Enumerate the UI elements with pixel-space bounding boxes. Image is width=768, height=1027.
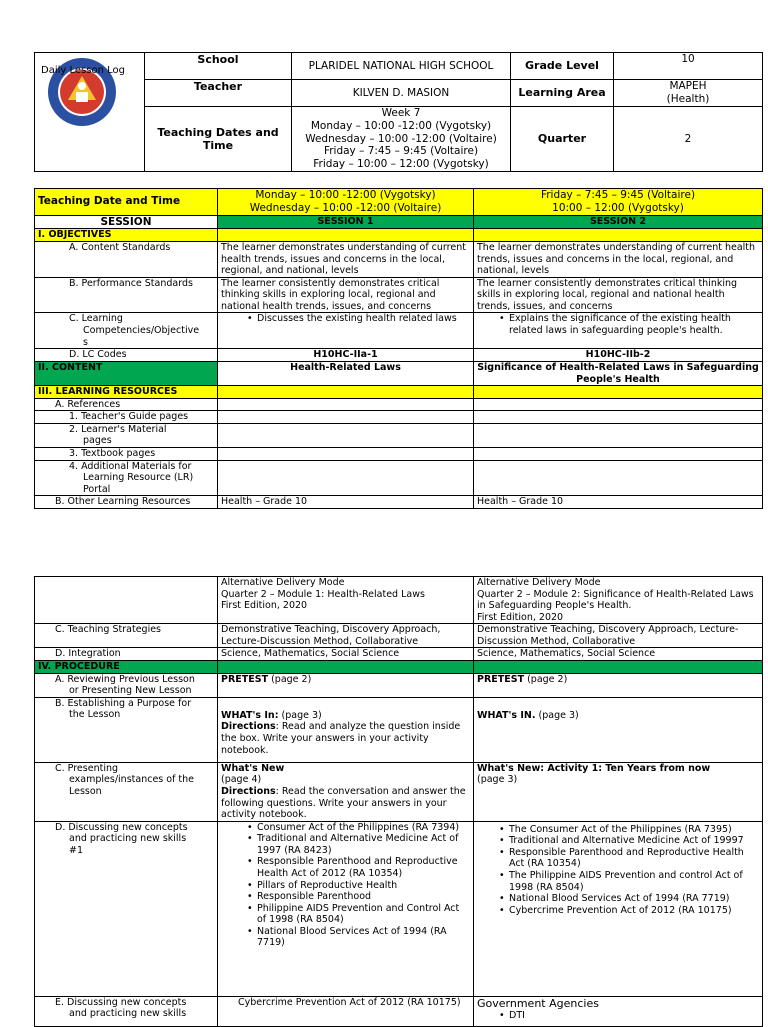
learning-area-label: Learning Area: [511, 80, 614, 107]
content-standards-s2: The learner demonstrates understanding of current health trends, issues and concerns in the local, regional, and national, levels: [474, 241, 763, 277]
learning-resources-heading: III. LEARNING RESOURCES: [35, 386, 218, 399]
session2-header: SESSION 2: [474, 215, 763, 229]
reviewing-lesson-s1: PRETEST (page 2): [218, 673, 474, 697]
content-standards-label: A. Content Standards: [35, 241, 218, 277]
integration-s1: Science, Mathematics, Social Science: [218, 648, 474, 661]
adm-s2: Alternative Delivery Mode Quarter 2 – Module 2: Significance of Health-Related Laws in Safeguarding People's Health. First Edition, 2020: [474, 577, 763, 624]
law-item: • Cybercrime Prevention Act of 2012 (RA 10175): [509, 905, 759, 917]
adm-s1: Alternative Delivery Mode Quarter 2 – Module 1: Health-Related Laws First Edition, 2020: [218, 577, 474, 624]
establishing-purpose-s2: WHAT's IN. (page 3): [474, 697, 763, 762]
teaching-dates-label: Teaching Dates and Time: [145, 107, 292, 172]
teachers-guide-label: 1. Teacher's Guide pages: [35, 411, 218, 424]
integration-s2: Science, Mathematics, Social Science: [474, 648, 763, 661]
law-item: • Consumer Act of the Philippines (RA 7394): [257, 822, 470, 834]
teaching-strategies-s2: Demonstrative Teaching, Discovery Approach, Lecture-Discussion Method, Collaborative: [474, 624, 763, 648]
discussing-concepts-1-s2: [474, 821, 763, 996]
reviewing-lesson-s2: PRETEST (page 2): [474, 673, 763, 697]
learning-competencies-s1: • Discusses the existing health related laws: [218, 313, 474, 349]
law-item: • Responsible Parenthood and Reproductive Health Act of 2012 (RA 10354): [257, 856, 470, 879]
dll-label: Daily Lesson Log: [41, 65, 125, 76]
performance-standards-s1: The learner consistently demonstrates critical thinking skills in exploring local, regional and national health trends, issues, and concerns: [218, 277, 474, 313]
law-item: • Responsible Parenthood: [257, 891, 470, 903]
content-s2: Significance of Health-Related Laws in Safeguarding People's Health: [474, 362, 763, 386]
performance-standards-label: B. Performance Standards: [35, 277, 218, 313]
lc-codes-s2: H10HC-IIb-2: [474, 349, 763, 362]
establishing-purpose-s1: WHAT's In: (page 3) Directions: Read and analyze the question inside the box. Write your answers in your activity notebook.: [218, 697, 474, 762]
references-label: A. References: [35, 398, 218, 411]
discussing-concepts-2-s2: Government Agencies • DTI: [474, 996, 763, 1026]
session1-time: Monday – 10:00 -12:00 (Vygotsky) Wednesday – 10:00 -12:00 (Voltaire): [218, 189, 474, 216]
session2-time: Friday – 7:45 – 9:45 (Voltaire) 10:00 – 12:00 (Vygotsky): [474, 189, 763, 216]
law-item: • Philippine AIDS Prevention and Control Act of 1998 (RA 8504): [257, 903, 470, 926]
content-heading: II. CONTENT: [35, 362, 218, 386]
teaching-date-time-label: Teaching Date and Time: [35, 189, 218, 216]
additional-materials-label: 4. Additional Materials for Learning Resource (LR) Portal: [35, 460, 218, 496]
learning-competencies-s2: • Explains the significance of the existing health related laws in safeguarding people's health.: [474, 313, 763, 349]
learning-competencies-label: C. Learning Competencies/Objective s: [35, 313, 218, 349]
header-table: [34, 52, 763, 172]
discussing-concepts-1-label: D. Discussing new concepts and practicing new skills #1: [35, 821, 218, 996]
other-resources-label: B. Other Learning Resources: [35, 496, 218, 509]
session-label: SESSION: [35, 215, 218, 229]
learners-material-label: 2. Learner's Material pages: [35, 423, 218, 447]
lesson-plan-table-2: [34, 576, 763, 1027]
discussing-concepts-1-s1: [218, 821, 474, 996]
law-item: • Traditional and Alternative Medicine Act of 1997 (RA 8423): [257, 833, 470, 856]
content-s1: Health-Related Laws: [218, 362, 474, 386]
logo-cell: [35, 53, 145, 172]
law-item: • The Consumer Act of the Philippines (RA 7395): [509, 824, 759, 836]
establishing-purpose-label: B. Establishing a Purpose for the Lesson: [35, 697, 218, 762]
law-item: • National Blood Services Act of 1994 (RA 7719): [509, 893, 759, 905]
presenting-examples-label: C. Presenting examples/instances of the Lesson: [35, 762, 218, 821]
teaching-dates-value: Week 7 Monday – 10:00 -12:00 (Vygotsky) Wednesday – 10:00 -12:00 (Voltaire) Friday – 7:45 – 9:45 (Voltaire) Friday – 10:00 – 12:00 (Vygotsky): [292, 107, 511, 172]
discussing-concepts-2-s1: Cybercrime Prevention Act of 2012 (RA 10175): [218, 996, 474, 1026]
quarter-value: 2: [614, 107, 763, 172]
quarter-label: Quarter: [511, 107, 614, 172]
lesson-plan-table-1: [34, 188, 763, 509]
teaching-strategies-label: C. Teaching Strategies: [35, 624, 218, 648]
textbook-pages-label: 3. Textbook pages: [35, 448, 218, 461]
grade-level-value: 10: [614, 53, 763, 80]
school-value: PLARIDEL NATIONAL HIGH SCHOOL: [292, 53, 511, 80]
teaching-strategies-s1: Demonstrative Teaching, Discovery Approach, Lecture-Discussion Method, Collaborative: [218, 624, 474, 648]
discussing-concepts-2-label: E. Discussing new concepts and practicing new skills: [35, 996, 218, 1026]
school-label: School: [145, 53, 292, 80]
procedure-heading: IV. PROCEDURE: [35, 661, 218, 674]
presenting-examples-s1: What's New (page 4) Directions: Read the conversation and answer the following questions. Write your answers in your activity notebook.: [218, 762, 474, 821]
performance-standards-s2: The learner consistently demonstrates critical thinking skills in exploring local, regional and national health trends, issues, and concerns: [474, 277, 763, 313]
learning-area-value: MAPEH (Health): [614, 80, 763, 107]
law-item: • The Philippine AIDS Prevention and control Act of 1998 (RA 8504): [509, 870, 759, 893]
other-resources-s2: Health – Grade 10: [474, 496, 763, 509]
lc-codes-s1: H10HC-IIa-1: [218, 349, 474, 362]
lc-codes-label: D. LC Codes: [35, 349, 218, 362]
law-item: • Responsible Parenthood and Reproductive Health Act (RA 10354): [509, 847, 759, 870]
content-standards-s1: The learner demonstrates understanding of current health trends, issues and concerns in the local, regional, and national, levels: [218, 241, 474, 277]
presenting-examples-s2: What's New: Activity 1: Ten Years from now (page 3): [474, 762, 763, 821]
integration-label: D. Integration: [35, 648, 218, 661]
law-item: • Traditional and Alternative Medicine Act of 19997: [509, 835, 759, 847]
law-item: • Pillars of Reproductive Health: [257, 880, 470, 892]
law-item: • National Blood Services Act of 1994 (RA 7719): [257, 926, 470, 949]
teacher-value: KILVEN D. MASION: [292, 80, 511, 107]
other-resources-s1: Health – Grade 10: [218, 496, 474, 509]
session1-header: SESSION 1: [218, 215, 474, 229]
objectives-heading: I. OBJECTIVES: [35, 229, 218, 242]
grade-level-label: Grade Level: [511, 53, 614, 80]
teacher-label: Teacher: [145, 80, 292, 107]
reviewing-lesson-label: A. Reviewing Previous Lesson or Presenting New Lesson: [35, 673, 218, 697]
